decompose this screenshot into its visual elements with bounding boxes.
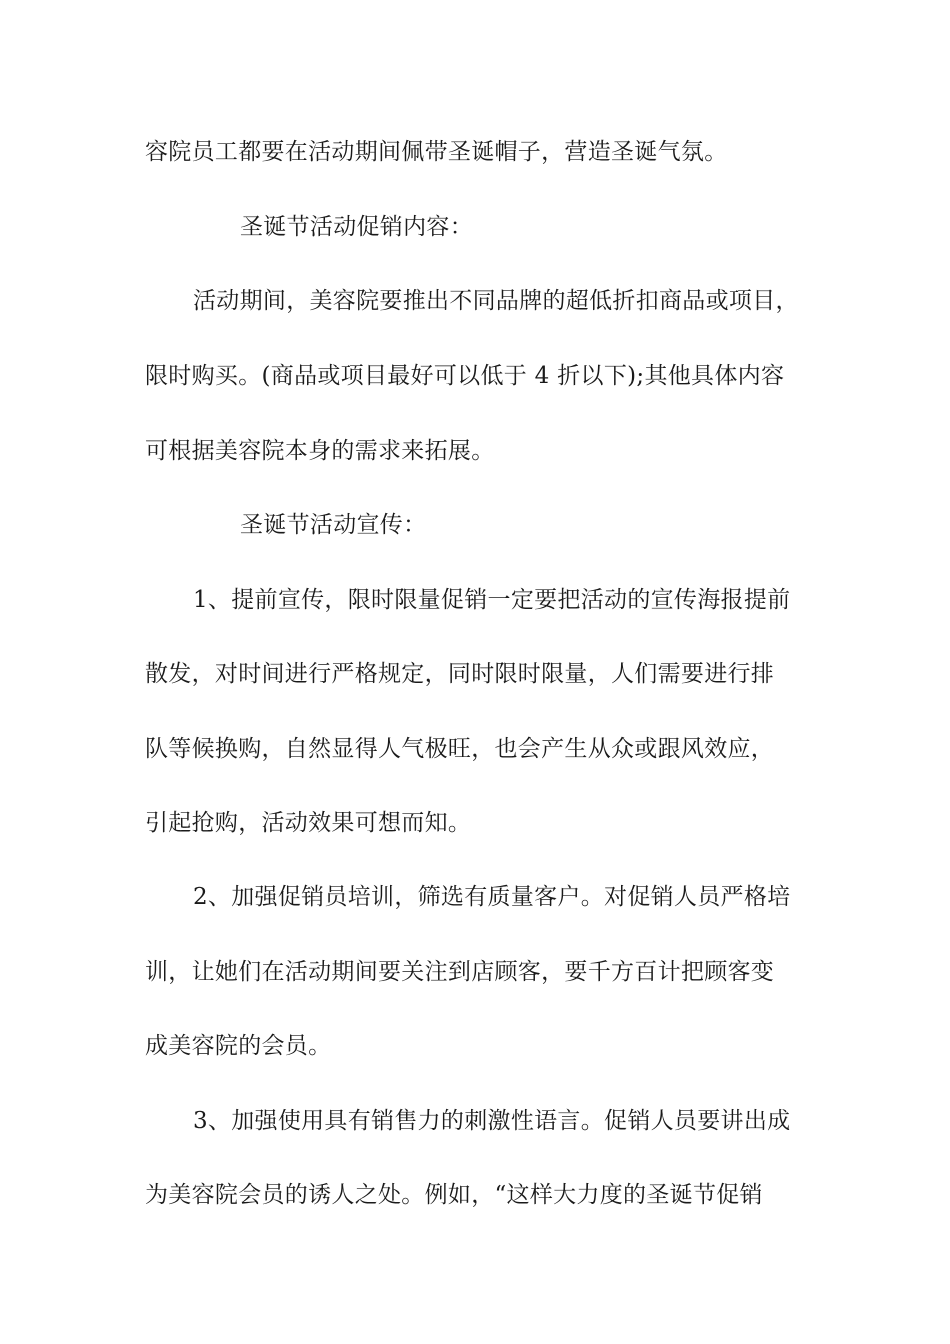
text-line: 引起抢购，活动效果可想而知。 [145, 810, 472, 836]
text-line: 2、加强促销员培训，筛选有质量客户。对促销人员严格培 [193, 884, 791, 910]
text-line: 可根据美容院本身的需求来拓展。 [145, 438, 495, 464]
text-line: 3、加强使用具有销售力的刺激性语言。促销人员要讲出成 [193, 1108, 791, 1134]
text-line: 训，让她们在活动期间要关注到店顾客，要千方百计把顾客变 [145, 959, 775, 985]
text-line: 活动期间，美容院要推出不同品牌的超低折扣商品或项目， [193, 288, 799, 314]
text-line: 限时购买。(商品或项目最好可以低于 4 折以下);其他具体内容 [145, 363, 785, 389]
text-line: 容院员工都要在活动期间佩带圣诞帽子，营造圣诞气氛。 [145, 139, 728, 165]
text-line: 散发，对时间进行严格规定，同时限时限量，人们需要进行排 [145, 661, 775, 687]
section-heading: 圣诞节活动促销内容： [240, 214, 473, 240]
text-line: 1、提前宣传，限时限量促销一定要把活动的宣传海报提前 [193, 587, 791, 613]
text-line: 队等候换购，自然显得人气极旺，也会产生从众或跟风效应， [145, 736, 775, 762]
text-line: 为美容院会员的诱人之处。例如，“这样大力度的圣诞节促销 [145, 1182, 763, 1208]
section-heading: 圣诞节活动宣传： [240, 512, 427, 538]
text-line: 成美容院的会员。 [145, 1033, 332, 1059]
